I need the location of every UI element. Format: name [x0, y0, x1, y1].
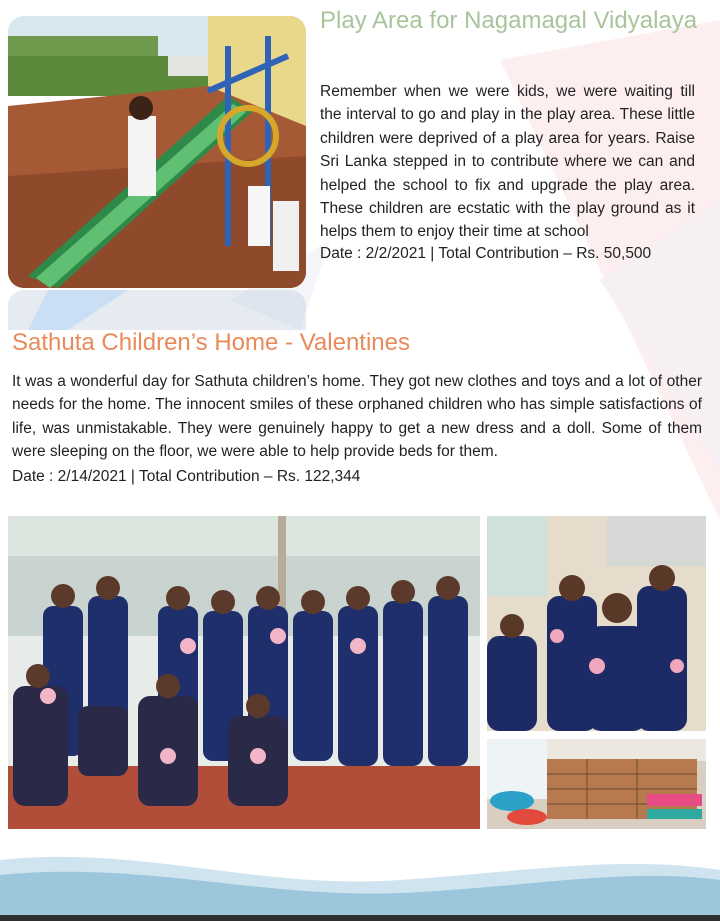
section2-title: Sathuta Children’s Home - Valentines	[12, 329, 410, 356]
section2-meta: Date : 2/14/2021 | Total Contribution – Rs. 122,344	[12, 468, 361, 485]
page-bottom-border	[0, 915, 720, 921]
section1-meta: Date : 2/2/2021 | Total Contribution – Rs. 50,500	[320, 245, 652, 262]
section1-body: Remember when we were kids, we were waiting till the interval to go and play in the play area. These little children were deprived of a play area for years. Raise Sri Lanka stepped in to contribute where we can and helped the school to fix and upgrade the play area. These children are ecstatic with the play ground as it helps them to enjoy their time at school	[320, 83, 695, 241]
group-with-dolls-photo	[8, 516, 480, 829]
girls-with-dolls-photo	[487, 516, 706, 731]
footer-wave	[0, 840, 720, 921]
beds-and-supplies-photo	[487, 739, 706, 829]
playground-slide-photo	[8, 16, 306, 288]
section1-title: Play Area for Nagamagal Vidyalaya	[320, 7, 698, 34]
section2-body: It was a wonderful day for Sathuta children’s home. They got new clothes and toys and a lot of other needs for the home. The innocent smiles of these orphaned children who has simple satisfactions of life, was unmistakable. They were genuinely happy to get a new dress and a doll. Some of them were sleeping on the floor, we were able to help provide beds for them.	[12, 373, 702, 461]
photo-reflection	[8, 290, 306, 330]
